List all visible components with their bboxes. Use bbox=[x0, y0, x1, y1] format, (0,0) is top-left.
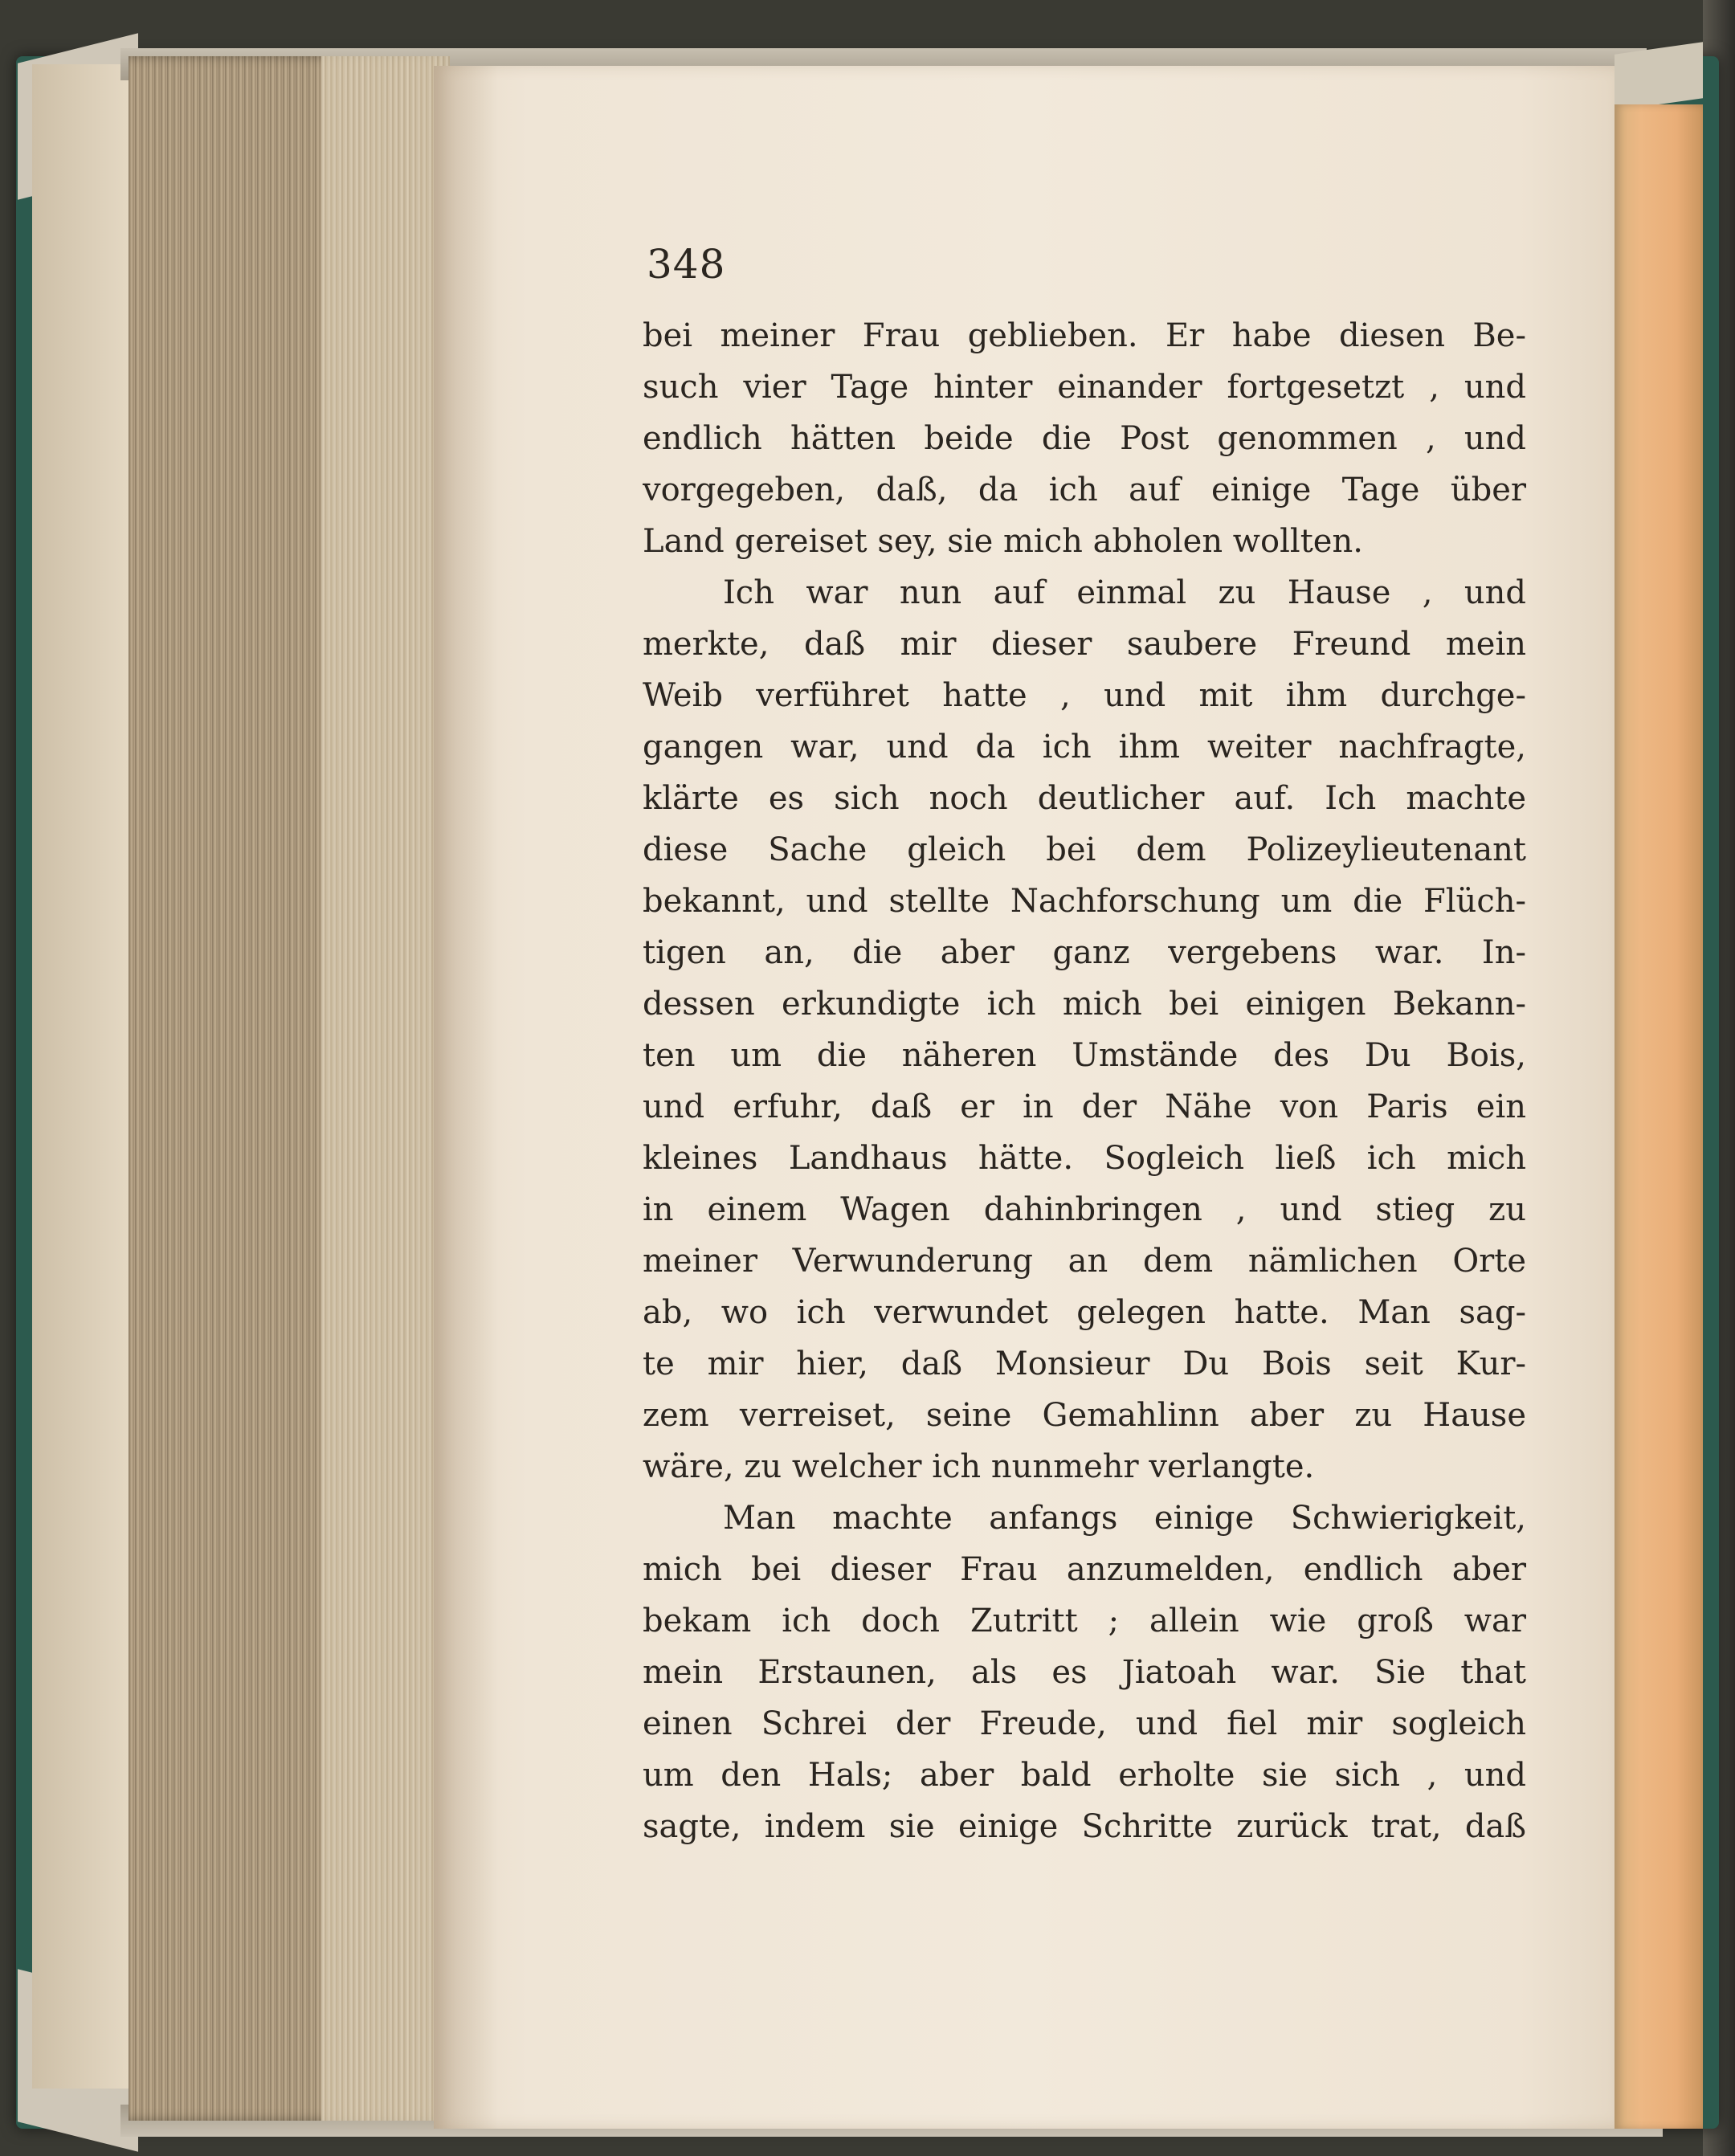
text-line: klärte es sich noch deutlicher auf. Ich machte bbox=[643, 780, 1526, 817]
text-line: Man machte anfangs einige Schwierigkeit, bbox=[723, 1500, 1526, 1537]
text-line: zem verreiset, seine Gemahlinn aber zu Hause bbox=[643, 1397, 1526, 1434]
page-stack-edges-light bbox=[321, 56, 450, 2121]
text-line: bei meiner Frau geblieben. Er habe diesen Be- bbox=[643, 317, 1526, 354]
page-text bbox=[643, 310, 1526, 1852]
text-line: und erfuhr, daß er in der Nähe von Paris ein bbox=[643, 1088, 1526, 1125]
facing-page bbox=[1615, 104, 1703, 2129]
text-line: Weib verführet hatte , und mit ihm durchge- bbox=[643, 677, 1526, 714]
text-line: merkte, daß mir dieser saubere Freund mein bbox=[643, 626, 1526, 663]
text-line: einen Schrei der Freude, und fiel mir sogleich bbox=[643, 1705, 1526, 1742]
text-line: meiner Verwunderung an dem nämlichen Orte bbox=[643, 1243, 1526, 1280]
text-line: gangen war, und da ich ihm weiter nachfragte, bbox=[643, 729, 1526, 766]
text-line: vorgegeben, daß, da ich auf einige Tage über bbox=[643, 472, 1526, 508]
text-line: bekannt, und stellte Nachforschung um die Flüch- bbox=[643, 883, 1526, 920]
text-line: wäre, zu welcher ich nunmehr verlangte. bbox=[643, 1448, 1315, 1485]
text-line: tigen an, die aber ganz vergebens war. In- bbox=[643, 934, 1526, 971]
text-line: dessen erkundigte ich mich bei einigen Bekann- bbox=[643, 986, 1526, 1023]
page-number: 348 bbox=[647, 241, 726, 288]
cover-endpaper bbox=[32, 64, 129, 2089]
text-line: Ich war nun auf einmal zu Hause , und bbox=[723, 574, 1526, 611]
page-fold-shadow bbox=[434, 66, 498, 2129]
text-line: ab, wo ich verwundet gelegen hatte. Man sag- bbox=[643, 1294, 1526, 1331]
text-line: sagte, indem sie einige Schritte zurück trat, daß bbox=[643, 1808, 1526, 1845]
text-line: ten um die näheren Umstände des Du Bois, bbox=[643, 1037, 1526, 1074]
text-line: kleines Landhaus hätte. Sogleich ließ ich mich bbox=[643, 1140, 1526, 1177]
text-line: endlich hätten beide die Post genommen , und bbox=[643, 420, 1526, 457]
text-line: um den Hals; aber bald erholte sie sich , und bbox=[643, 1757, 1526, 1794]
text-line: such vier Tage hinter einander fortgesetzt , und bbox=[643, 369, 1526, 406]
text-line: bekam ich doch Zutritt ; allein wie groß war bbox=[643, 1603, 1526, 1639]
text-line: Land gereiset sey, sie mich abholen wollten. bbox=[643, 523, 1363, 560]
text-line: in einem Wagen dahinbringen , und stieg zu bbox=[643, 1191, 1526, 1228]
text-line: diese Sache gleich bei dem Polizeylieutenant bbox=[643, 831, 1526, 868]
text-line: mein Erstaunen, als es Jiatoah war. Sie that bbox=[643, 1654, 1526, 1691]
text-line: te mir hier, daß Monsieur Du Bois seit Kur- bbox=[643, 1345, 1526, 1382]
text-line: mich bei dieser Frau anzumelden, endlich aber bbox=[643, 1551, 1526, 1588]
